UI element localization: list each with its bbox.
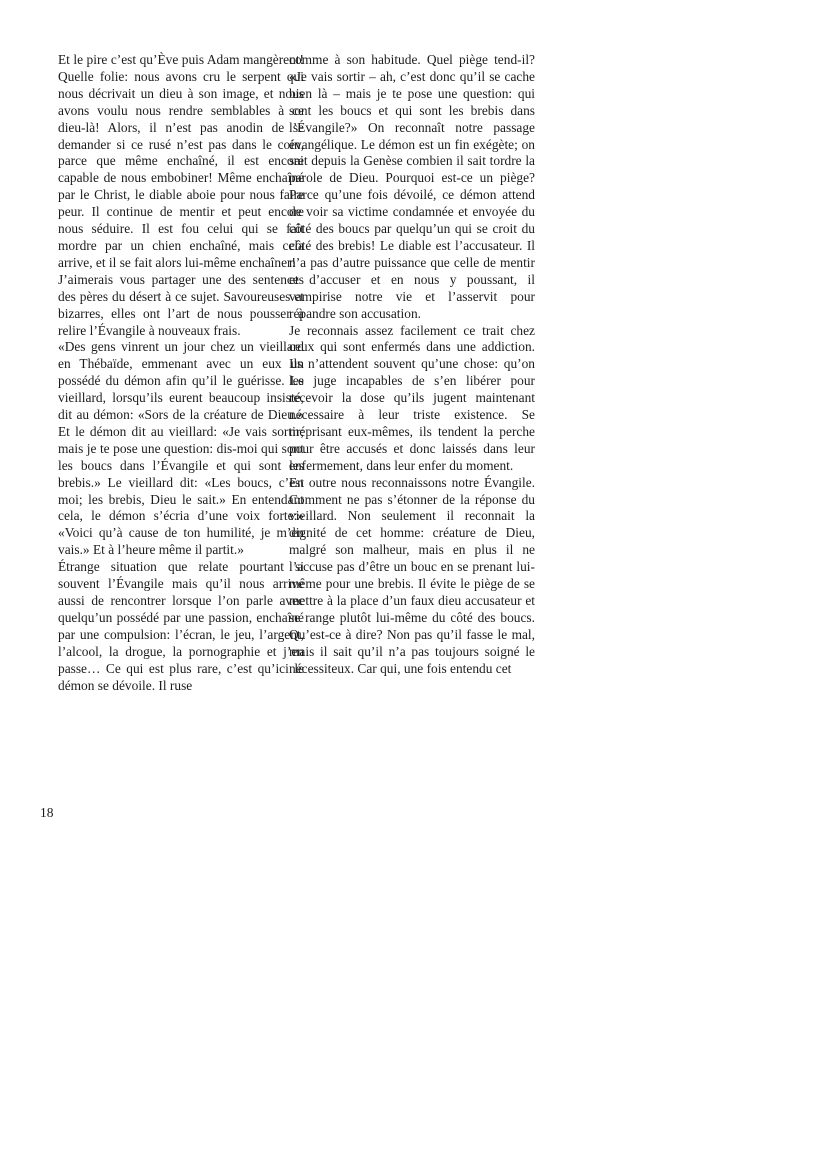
paragraph: Étrange situation que relate pourtant si souvent l’Évangile mais qu’il nous arrive aussi de rencontrer lorsque l’on parle avec quelqu’un possédé par une passion, enchaîné par une compulsion: l’écran, le jeu, l’argent, l’alcool, la drogue, la pornographie et j’en passe… Ce qui est plus rare, c’est qu’ici le démon se dévoile. Il ruse: [58, 559, 304, 693]
paragraph: J’aimerais vous partager une des sentences des pères du désert à ce sujet. Savoureuses et bizarres, elles ont l’art de nous pousser à relire l’Évangile à nouveaux frais.: [58, 271, 304, 338]
paragraph: Et le pire c’est qu’Ève puis Adam mangèrent! Quelle folie: nous avons cru le serpent qui nous décrivait un dieu à son image, et nous avons voulu nous rendre semblables à ce dieu-là! Alors, il n’est pas anodin de se demander si ce rusé n’est pas dans le coin, parce que même enchaîné, il est encore capable de nous embobiner! Même enchaîné par le Christ, le diable aboie pour nous faire peur. Il continue de mentir et peut encore nous séduire. Il est fou celui qui se fait mordre par un chien enchaîné, mais cela arrive, et il se fait alors lui-même enchaîner!: [58, 52, 304, 270]
paragraph: Je reconnais assez facilement ce trait chez ceux qui sont enfermés dans une addiction. Ils n’attendent souvent qu’une chose: qu’on les juge incapables de s’en libérer pour recevoir la dose qu’ils jugent maintenant nécessaire à leur triste existence. Se méprisant eux-mêmes, ils tendent la perche pour être accusés et donc laissés dans leur enfermement, dans leur enfer du moment.: [289, 322, 535, 473]
paragraph: «Des gens vinrent un jour chez un vieillard en Thébaïde, emmenant avec un eux un possédé du démon afin qu’il le guérisse. Le vieillard, lorsqu’ils eurent beaucoup insisté, dit au démon: «Sors de la créature de Dieu.» Et le démon dit au vieillard: «Je vais sortir; mais je te pose une question: dis-moi qui sont les boucs dans l’Évangile et qui sont les brebis.» Le vieillard dit: «Les boucs, c’est moi; les brebis, Dieu le sait.» En entendant cela, le démon s’écria d’une voix forte:» «Voici qu’à cause de ton humilité, je m’en vais.» Et à l’heure même il partit.»: [58, 339, 304, 558]
paragraph: En outre nous reconnaissons notre Évangile. Comment ne pas s’étonner de la réponse du vieillard. Non seulement il reconnait la dignité de cet homme: créature de Dieu, malgré son malheur, mais en plus il ne l’accuse pas d’être un bouc en se prenant lui-même pour une brebis. Il évite le piège de se mettre à la place d’un faux dieu accusateur et se range plutôt lui-même du côté des boucs. Qu’est-ce à dire? Non pas qu’il fasse le mal, mais il sait qu’il n’a pas toujours soigné le nécessiteux. Car qui, une fois entendu cet: [289, 474, 535, 676]
right-column: [289, 52, 535, 678]
page-number: 18: [40, 805, 54, 820]
left-column: [58, 52, 304, 694]
paragraph: comme à son habitude. Quel piège tend-il? «Je vais sortir – ah, c’est donc qu’il se cache bien là – mais je te pose une question: qui sont les boucs et qui sont les brebis dans l’Évangile?» On reconnaît notre passage évangélique. Le démon est un fin exégète; on sait depuis la Genèse combien il sait tordre la parole de Dieu. Pourquoi est-ce un piège? Parce qu’une fois dévoilé, ce démon attend de voir sa victime condamnée et envoyée du côté des boucs par quelqu’un qui se croit du côté des brebis! Le diable est l’accusateur. Il n’a pas d’autre puissance que celle de mentir et d’accuser et en nous y poussant, il vampirise notre vie et l’asservit pour répandre son accusation.: [289, 52, 535, 321]
